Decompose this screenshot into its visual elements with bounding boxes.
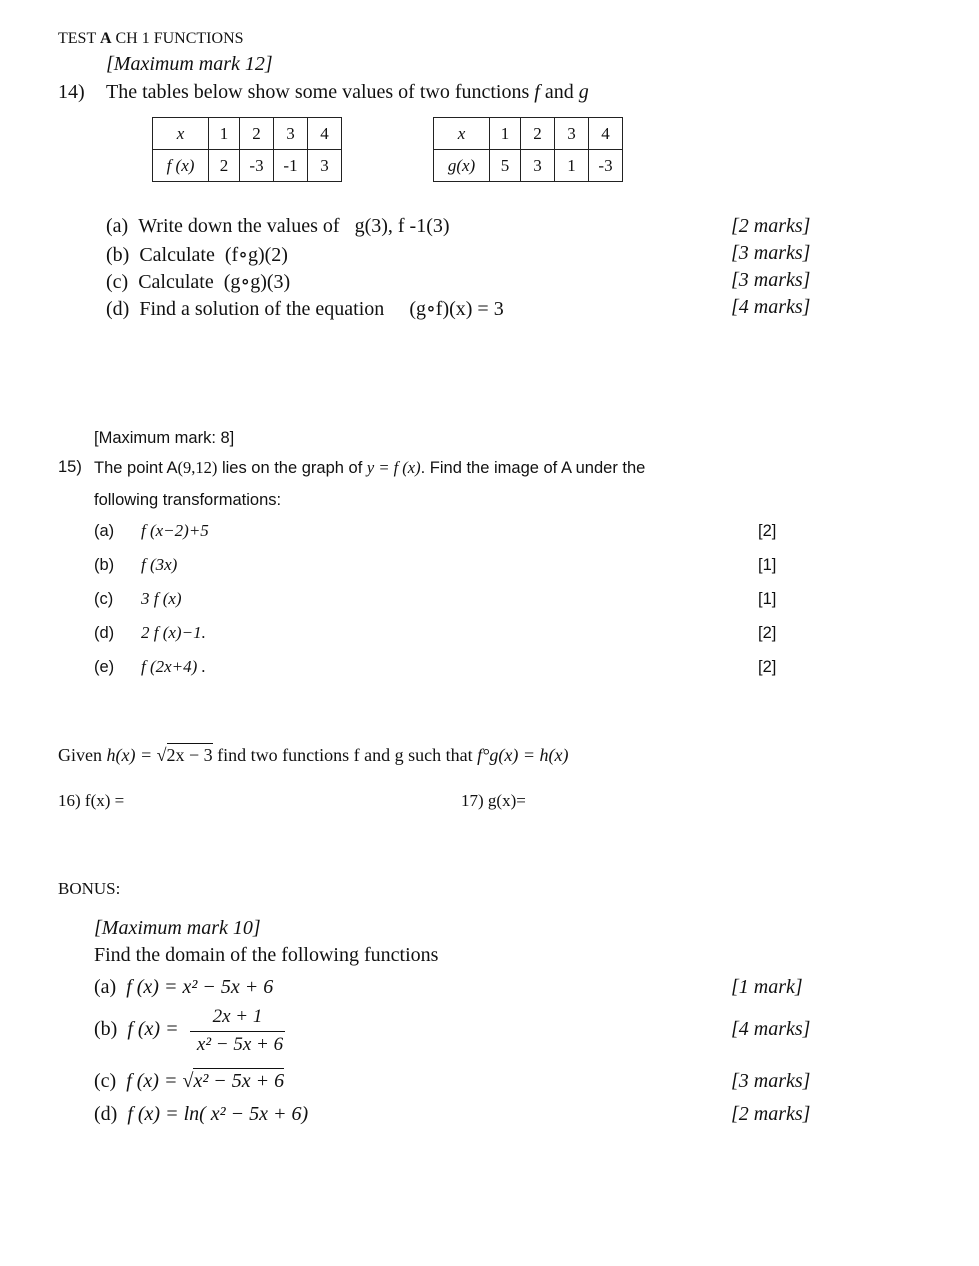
q15-part-math: f (3x) — [141, 555, 178, 574]
fraction-denominator: x² − 5x + 6 — [196, 1034, 284, 1055]
bonus-part-c: (c) f (x) = √x² − 5x + 6 — [94, 1070, 285, 1092]
q15-part-label: (a) — [94, 522, 115, 540]
table-cell: -1 — [274, 150, 308, 182]
table-cell: 4 — [589, 118, 623, 150]
table-cell: 2 — [209, 150, 240, 182]
q14-max-mark: [Maximum mark 12] — [106, 53, 273, 75]
table-cell: 2 — [521, 118, 555, 150]
q15-max-mark: [Maximum mark: 8] — [94, 429, 235, 447]
table-g-header-row — [434, 118, 623, 150]
q15-part-label: (d) — [94, 624, 115, 642]
table-cell: 3 — [274, 118, 308, 150]
table-cell: f (x) — [153, 150, 209, 182]
table-cell: 1 — [209, 118, 240, 150]
q15-part-label: (b) — [94, 556, 115, 574]
q15-part-marks: [1] — [758, 556, 777, 574]
given-statement: Given h(x) = √2x − 3 find two functions f and g such that f°g(x) = h(x) — [58, 745, 569, 765]
q15-part-math: 3 f (x) — [141, 589, 182, 608]
q15-part-marks: [2] — [758, 658, 777, 676]
q16-answer-prompt: 16) f(x) = — [58, 791, 125, 810]
q14-number: 14) — [58, 81, 85, 103]
q15-line2: following transformations: — [94, 491, 282, 509]
bonus-max-mark: [Maximum mark 10] — [94, 917, 261, 939]
table-cell: 1 — [490, 118, 521, 150]
bonus-label: BONUS: — [58, 879, 121, 898]
q15-part-marks: [2] — [758, 522, 777, 540]
q14-intro: The tables below show some values of two functions f and g — [106, 81, 589, 103]
q14-part-a: (a) Write down the values of g(3), f -1(3) — [106, 215, 450, 237]
table-cell: x — [153, 118, 209, 150]
q14-part-d-marks: [4 marks] — [731, 296, 811, 318]
q15-part-marks: [1] — [758, 590, 777, 608]
table-f-header-row — [153, 118, 342, 150]
bonus-part-d: (d) f (x) = ln( x² − 5x + 6) — [94, 1103, 309, 1125]
q15-part-math: 2 f (x)−1. — [141, 623, 206, 642]
q14-part-c-marks: [3 marks] — [731, 269, 811, 291]
table-g-values — [433, 117, 623, 182]
q15-part-label: (e) — [94, 658, 115, 676]
bonus-intro: Find the domain of the following functions — [94, 944, 439, 966]
bonus-part-a: (a) f (x) = x² − 5x + 6 — [94, 976, 274, 998]
q14-part-a-marks: [2 marks] — [731, 215, 811, 237]
q15-part-marks: [2] — [758, 624, 777, 642]
fraction-numerator: 2x + 1 — [212, 1006, 263, 1027]
bonus-part-c-marks: [3 marks] — [731, 1070, 811, 1092]
q17-answer-prompt: 17) g(x)= — [461, 791, 526, 810]
bonus-part-a-marks: [1 mark] — [731, 976, 803, 998]
sqrt-sign: √ — [182, 1070, 194, 1092]
bonus-part-b: (b) f (x) = — [94, 1018, 179, 1040]
q15-part-math: f (x−2)+5 — [141, 521, 209, 540]
table-cell: 3 — [521, 150, 555, 182]
table-g-value-row — [434, 150, 623, 182]
table-cell: 3 — [308, 150, 342, 182]
q15-number: 15) — [58, 458, 82, 476]
table-cell: 4 — [308, 118, 342, 150]
q14-part-d: (d) Find a solution of the equation (g∘f)(x) = 3 — [106, 298, 504, 320]
bonus-part-b-marks: [4 marks] — [731, 1018, 811, 1040]
table-cell: -3 — [589, 150, 623, 182]
q15-line1: The point A(9,12) lies on the graph of y = f (x). Find the image of A under the — [94, 458, 646, 477]
table-cell: g(x) — [434, 150, 490, 182]
q14-part-b: (b) Calculate (f∘g)(2) — [106, 244, 288, 266]
table-cell: x — [434, 118, 490, 150]
q14-part-c: (c) Calculate (g∘g)(3) — [106, 271, 291, 293]
test-title: TEST A CH 1 FUNCTIONS — [58, 30, 244, 47]
fraction-bar — [190, 1031, 285, 1032]
sqrt-sign: √ — [156, 745, 167, 765]
table-cell: 3 — [555, 118, 589, 150]
table-cell: 1 — [555, 150, 589, 182]
q15-part-math: f (2x+4) . — [141, 657, 206, 676]
table-cell: -3 — [240, 150, 274, 182]
table-f-value-row — [153, 150, 342, 182]
table-cell: 5 — [490, 150, 521, 182]
q14-part-b-marks: [3 marks] — [731, 242, 811, 264]
table-cell: 2 — [240, 118, 274, 150]
bonus-part-d-marks: [2 marks] — [731, 1103, 811, 1125]
table-f-values — [152, 117, 342, 182]
q15-part-label: (c) — [94, 590, 114, 608]
